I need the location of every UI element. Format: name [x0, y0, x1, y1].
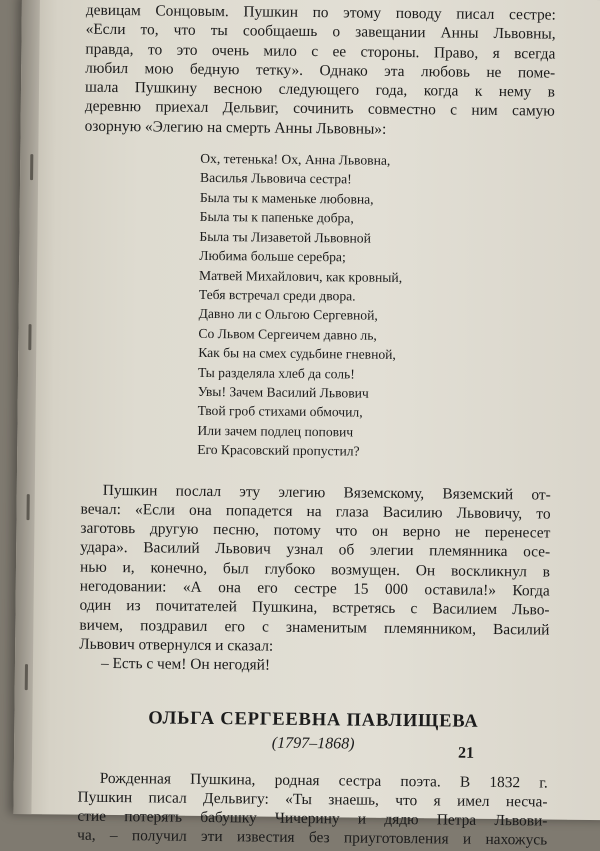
page-content	[77, 1, 556, 851]
poem-line: Была ты Лизаветой Львовной	[199, 228, 371, 246]
page-number: 21	[457, 744, 475, 762]
text-line: правда, то это очень мило с ее стороны. Право, я всегда	[85, 40, 556, 63]
text-line: удара». Василий Львович узнал об элегии племянника осе-	[80, 539, 551, 562]
poem-line: Или зачем подлец попович	[197, 422, 354, 440]
poem-line: Его Красовский пропустил?	[197, 442, 360, 459]
poem-line: Тебя встречал среди двора.	[198, 286, 356, 304]
text-line: вичем, поздравил его с знаменитым племянником, Василий	[79, 616, 550, 639]
text-line: стие потерять бабушку Чичерину и дядю Петра Львови-	[77, 807, 548, 830]
text-line: шала Пушкину весною следующего года, когда к нему в	[84, 78, 556, 101]
text-line: один из почитателей Пушкина, встретясь с Василием Льво-	[79, 596, 550, 619]
poem-line: Василья Львовича сестра!	[200, 170, 352, 187]
poem-line: Любима больше серебра;	[199, 247, 346, 265]
text-line: Пушкин писал Дельвигу: «Ты знаешь, что я имел несча-	[77, 788, 548, 811]
binding-stitch	[26, 494, 29, 520]
text-line: ча, – получил эти известия без приуготовления и нахожусь	[77, 827, 548, 849]
text-line: вечал: «Если она попадется на глаза Василию Львовичу, то	[80, 500, 551, 523]
section-heading: ОЛЬГА СЕРГЕЕВНА ПАВЛИЩЕВА	[148, 707, 479, 732]
text-line: нью и, конечно, был глубоко возмущен. Он воскликнул в	[79, 558, 551, 581]
poem-line: Была ты к маменьке любовна,	[199, 189, 374, 207]
text-line: деревню приехал Дельвиг, сочинить совместно с ним самую	[84, 98, 555, 121]
text-line: Пушкин послал эту элегию Вяземскому, Вяземский от-	[102, 481, 551, 504]
poem-line: Ох, тетенька! Ох, Анна Львовна,	[200, 150, 391, 168]
text-line: заготовь другую песню, потому что он верно не перенесет	[80, 519, 551, 542]
text-line: озорную «Элегию на смерть Анны Львовны»:	[84, 117, 387, 138]
paragraph-2	[79, 480, 551, 678]
text-line: «Если то, что ты сообщаешь о завещании Анны Львовны,	[85, 20, 556, 43]
paragraph-3	[77, 768, 548, 850]
text-line: Львович отвернулся и сказал:	[79, 635, 274, 655]
text-line: девицам Сонцовым. Пушкин по этому поводу писал сестре:	[85, 1, 556, 24]
book-binding	[13, 0, 40, 814]
poem-line: Матвей Михайлович, как кровный,	[198, 267, 403, 285]
poem-line: Увы! Зачем Василий Львович	[197, 383, 369, 401]
poem-line: Твой гроб стихами обмочил,	[197, 403, 363, 420]
text-line: негодовании: «А она его сестре 15 000 оставила!» Когда	[79, 577, 550, 600]
section-dates: (1797–1868)	[271, 734, 355, 753]
book-page	[13, 0, 600, 849]
poem-line: Давно ли с Ольгою Сергевной,	[198, 306, 378, 324]
binding-stitch	[30, 154, 33, 180]
binding-stitch	[25, 664, 28, 690]
binding-stitch	[28, 324, 31, 350]
text-line: Рожденная Пушкина, родная сестра поэта. В 1832 г.	[99, 769, 548, 792]
poem-elegy	[197, 149, 554, 463]
poem-line: Со Львом Сергеичем давно ль,	[198, 325, 377, 343]
poem-line: Как бы на смех судьбине гневной,	[198, 345, 396, 363]
poem-line: Была ты к папеньке добра,	[199, 209, 354, 226]
dialogue-line: – Есть с чем! Он негодяй!	[100, 655, 271, 674]
poem-line: Ты разделяла хлеб да соль!	[197, 364, 355, 382]
paragraph-1	[85, 1, 556, 141]
text-line: любил мою бедную тетку». Однако эта любовь не поме-	[85, 59, 556, 82]
